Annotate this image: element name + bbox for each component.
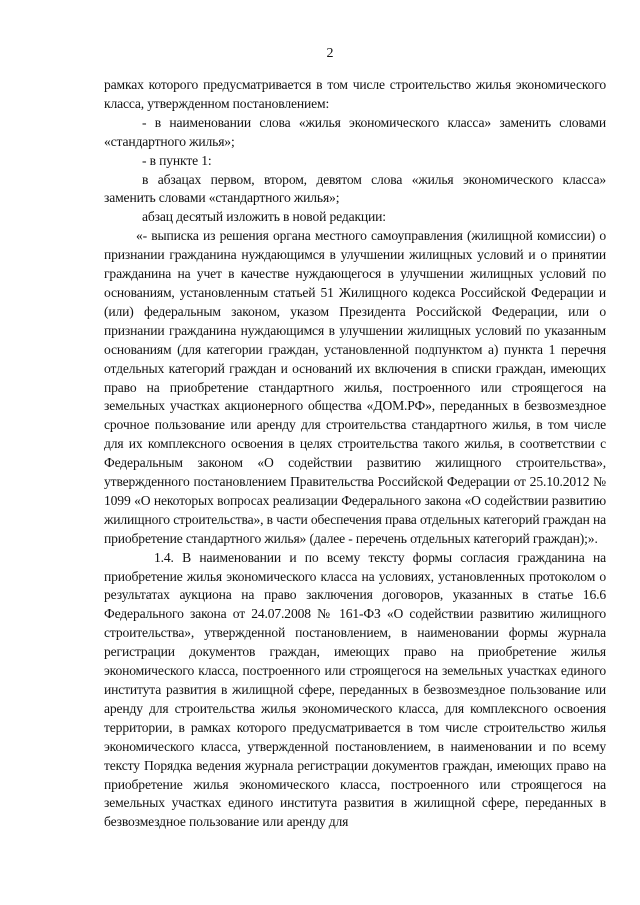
paragraph-1-4: 1.4. В наименовании и по всему тексту формы согласия гражданина на приобретение жилья экономического класса на условиях, установленных протоколом о результатах аукциона на право заключения договоров, указанных в статье 16.6 Федерального закона от 24.07.2008 № 161-ФЗ «О содействии развитию жилищного строительства», утвержденной постановлением, в наименовании формы журнала регистрации документов граждан, имеющих право на приобретение жилья экономического класса, построенного или строящегося на земельных участках единого института развития в жилищной сфере, переданных в безвозмездное пользование или аренду для строительства жилья экономического класса, для комплексного освоения территории, в рамках которого предусматривается в том числе строительство жилья экономического класса, утвержденной постановлением, в наименовании и по всему тексту Порядка ведения журнала регистрации документов граждан, имеющих право на приобретение жилья экономического класса, построенного или строящегося на земельных участках единого института развития в жилищной сфере, переданных в безвозмездное пользование или аренду для [104,549,606,830]
paragraph-abzac-10-intro: абзац десятый изложить в новой редакции: [142,209,386,225]
paragraph-new-wording: «- выписка из решения органа местного самоуправления (жилищной комиссии) о признании гражданина нуждающимся в улучшении жилищных условий и о принятии гражданина на учет в качестве нуждающегося в улучшении жилищных условий по основаниям, установленным статьей 51 Жилищного кодекса Российской Федерации и (или) федеральным законом, указом Президента Российской Федерации, или о признании гражданина нуждающимся в улучшении жилищных условий по указанным основаниям (для категории граждан, установленной подпунктом а) пункта 1 перечня отдельных категорий граждан и оснований их включения в списки граждан, имеющих право на приобретение стандартного жилья, построенного или строящегося на земельных участках акционерного общества «ДОМ.РФ», переданных в безвозмездное срочное пользование или аренду для строительства стандартного жилья, в том числе для их комплексного освоения в целях строительства такого жилья, в соответствии с Федеральным законом «О содействии развитию жилищного строительства», утвержденного постановлением Правительства Российской Федерации от 25.10.2012 № 1099 «О некоторых вопросах реализации Федерального закона «О содействии развитию жилищного строительства», в части обеспечения права отдельных категорий граждан на приобретение стандартного жилья» (далее - перечень отдельных категорий граждан);». [104,228,606,546]
paragraph-title-amendment: - в наименовании слова «жилья экономического класса» заменить словами «стандартного жилья»; [104,114,606,149]
paragraph-continuation: рамках которого предусматривается в том числе строительство жилья экономического класса, утвержденном постановлением: [104,77,606,111]
paragraph-point-1: - в пункте 1: [142,152,212,168]
paragraph-abzacy-amendment: в абзацах первом, втором, девятом слова «жилья экономического класса» заменить словами «стандартного жилья»; [104,171,606,206]
page-number: 2 [326,46,334,61]
document-body [104,76,606,832]
